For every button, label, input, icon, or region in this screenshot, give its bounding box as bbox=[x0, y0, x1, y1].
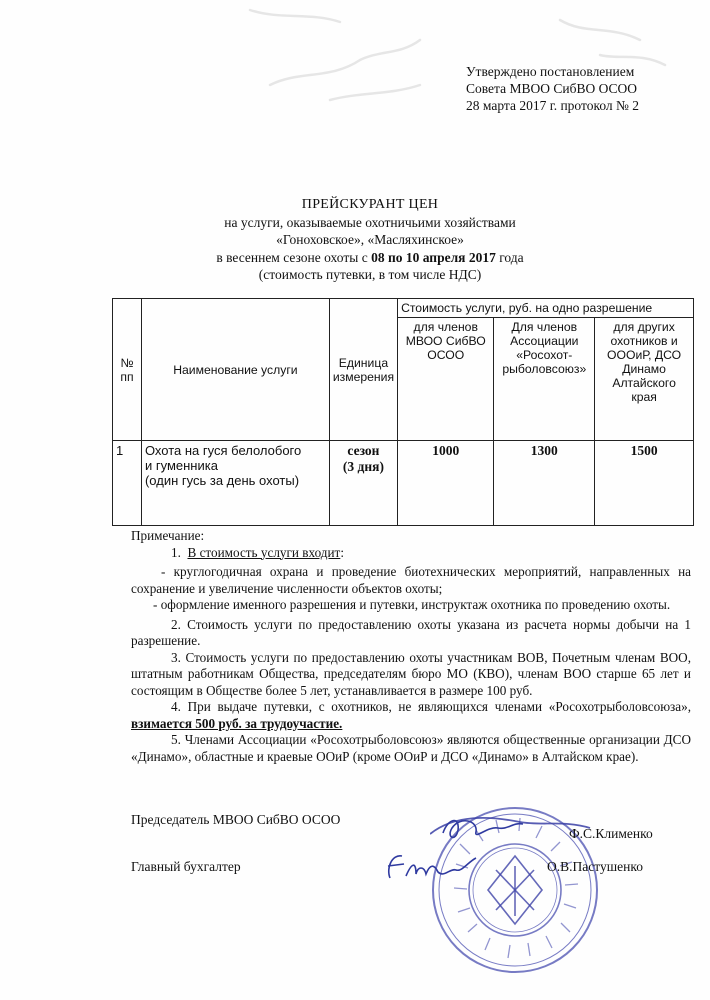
note-1-text: В стоимость услуги входит bbox=[187, 544, 341, 560]
row-number: 1 bbox=[113, 441, 142, 526]
note-4-text: 4. При выдаче путевки, с охотников, не являющихся членами «Росохотрыболовсоюза», bbox=[171, 699, 691, 714]
chair-name: Ф.С.Клименко bbox=[569, 826, 653, 841]
approval-line-1: Утверждено постановлением bbox=[466, 64, 635, 79]
unit-line-1: сезон bbox=[347, 443, 380, 458]
season-text-pre: в весеннем сезоне охоты с bbox=[216, 249, 372, 265]
note-1-colon: : bbox=[340, 544, 344, 560]
price-table bbox=[112, 298, 694, 526]
note-bullet-2: - оформление именного разрешения и путевки, инструктаж охотника по проведению охоты. bbox=[153, 597, 671, 612]
price-others: 1500 bbox=[595, 441, 694, 526]
row-unit bbox=[329, 441, 397, 526]
title-subtitle-1: на услуги, оказываемые охотничьими хозяйствами bbox=[224, 214, 516, 230]
approval-header bbox=[466, 63, 639, 114]
table-row bbox=[113, 441, 694, 526]
note-1 bbox=[131, 545, 691, 562]
header-price-association: Для членов Ассоциации «Росохот-рыболовсоюз» bbox=[494, 318, 595, 441]
header-number: № пп bbox=[113, 299, 142, 441]
note-4 bbox=[131, 699, 691, 732]
note-1-label: 1. bbox=[171, 544, 181, 560]
service-name-line-2: и гуменника bbox=[144, 458, 218, 473]
note-2: 2. Стоимость услуги по предоставлению охоты указана из расчета нормы добычи на 1 разрешение. bbox=[131, 616, 691, 648]
document-title: ПРЕЙСКУРАНТ ЦЕН bbox=[301, 197, 439, 212]
service-name-line-1: Охота на гуся белолобого bbox=[144, 443, 302, 458]
header-price: Стоимость услуги, руб. на одно разрешение bbox=[398, 299, 694, 318]
unit-line-2: (3 дня) bbox=[342, 459, 384, 474]
approval-line-2: Совета МВОО СибВО ОСОО bbox=[466, 81, 637, 96]
accountant-signature bbox=[382, 848, 482, 888]
header-price-members: для членов МВОО СибВО ОСОО bbox=[398, 318, 494, 441]
price-members: 1000 bbox=[398, 441, 494, 526]
table-header-row bbox=[113, 299, 694, 318]
notes-section bbox=[131, 528, 691, 765]
accountant-name: О.В.Пастушенко bbox=[547, 859, 643, 874]
note-5: 5. Членами Ассоциации «Росохотрыболовсоюз» являются общественные организации ДСО «Динамо», областные и краевые ООиР (кроме ООиР и ДСО «Динамо» в Алтайском крае). bbox=[131, 732, 691, 764]
price-association: 1300 bbox=[494, 441, 595, 526]
notes-header: Примечание: bbox=[131, 528, 205, 543]
chair-signature bbox=[438, 808, 528, 848]
title-subtitle-2: «Гоноховское», «Масляхинское» bbox=[276, 232, 464, 247]
title-season-line bbox=[130, 249, 610, 267]
chair-title: Председатель МВОО СибВО ОСОО bbox=[131, 812, 341, 827]
season-dates: 08 по 10 апреля 2017 bbox=[371, 249, 496, 265]
approval-line-3: 28 марта 2017 г. протокол № 2 bbox=[466, 98, 640, 113]
header-price-others: для других охотников и ОООиР, ДСО Динамо Алтайского края bbox=[595, 318, 694, 441]
note-bullet-1: - круглогодичная охрана и проведение биотехнических мероприятий, направленных на сохранение и увеличение численности объектов охоты; bbox=[131, 564, 691, 596]
title-vat-note: (стоимость путевки, в том числе НДС) bbox=[258, 267, 482, 282]
note-3: 3. Стоимость услуги по предоставлению охоты участникам ВОВ, Почетным членам ВОО, штатным работникам Общества, председателям бюро МО (КВО), членам ВОО старше 65 лет и состоящим в Обществе более 5 лет, устанавливается в размере 100 руб. bbox=[131, 649, 691, 698]
service-name-line-3: (один гусь за день охоты) bbox=[144, 473, 300, 488]
header-unit: Единица измерения bbox=[329, 299, 397, 441]
row-service-name bbox=[141, 441, 329, 526]
document-title-block bbox=[130, 196, 610, 284]
header-service-name: Наименование услуги bbox=[141, 299, 329, 441]
note-4-emphasis: взимается 500 руб. за трудоучастие. bbox=[131, 715, 343, 731]
season-text-post: года bbox=[495, 249, 524, 265]
accountant-title: Главный бухгалтер bbox=[131, 859, 241, 874]
